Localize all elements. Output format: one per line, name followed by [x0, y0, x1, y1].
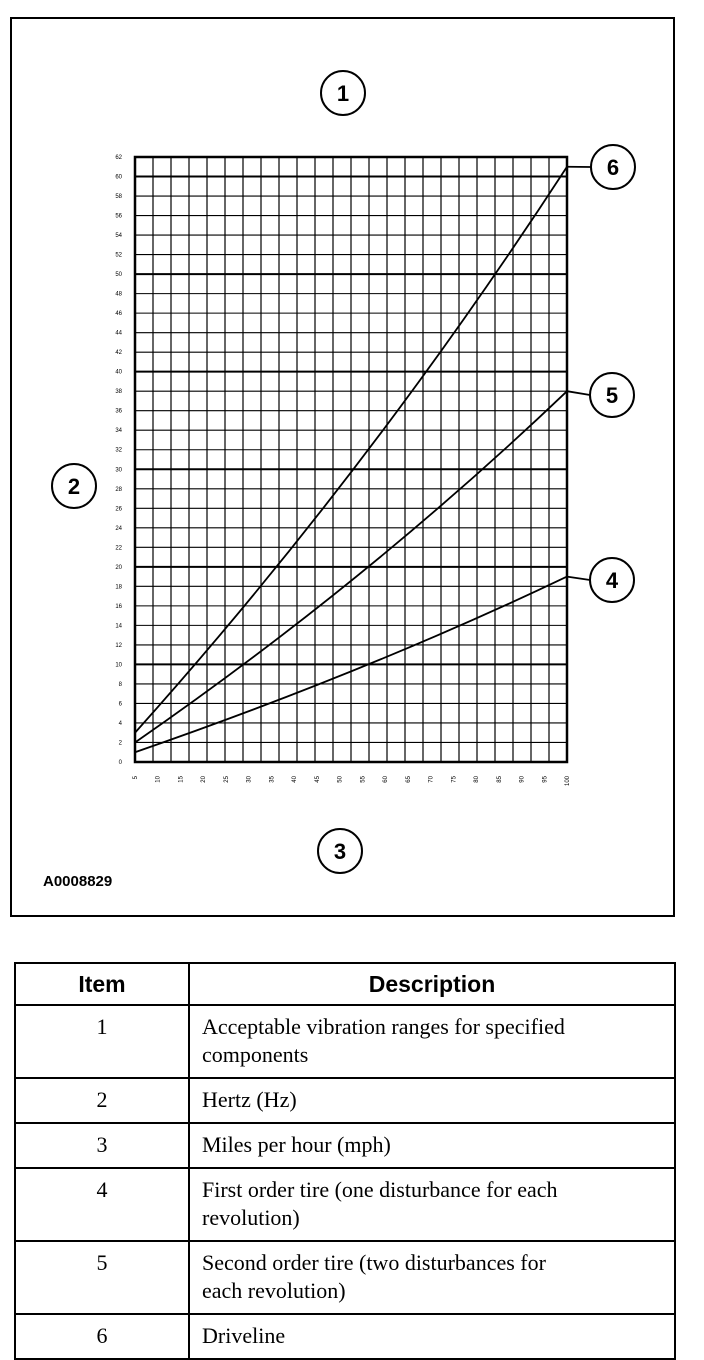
y-tick-label: 4 [118, 720, 122, 727]
item-description: Hertz (Hz) [189, 1078, 675, 1123]
y-tick-label: 62 [115, 155, 122, 161]
leader-line-4 [567, 577, 590, 580]
x-tick-label: 10 [155, 776, 162, 783]
x-tick-label: 20 [201, 776, 208, 783]
x-tick-label: 15 [178, 776, 185, 783]
legend-table [14, 962, 676, 1360]
table-row [15, 1005, 675, 1078]
callout-3 [318, 829, 362, 873]
header-item: Item [15, 963, 189, 1005]
callout-label: 4 [605, 568, 619, 593]
y-tick-label: 60 [115, 174, 122, 181]
y-tick-label: 48 [115, 291, 122, 298]
x-tick-label: 40 [292, 776, 299, 783]
callout-label: 2 [67, 474, 81, 499]
x-tick-label: 80 [474, 776, 481, 783]
item-number: 4 [15, 1168, 189, 1241]
callout-6 [591, 145, 635, 189]
y-tick-label: 30 [115, 467, 122, 474]
callout-2 [52, 464, 96, 508]
y-tick-label: 14 [115, 623, 122, 630]
table-row [15, 1241, 675, 1314]
item-description: Second order tire (two disturbances for each revolution) [189, 1241, 675, 1314]
callout-5 [590, 373, 634, 417]
callout-label: 3 [333, 839, 347, 864]
table-row [15, 1314, 675, 1359]
y-tick-label: 20 [115, 564, 122, 571]
x-tick-label: 50 [337, 776, 344, 783]
callout-label: 1 [336, 81, 350, 106]
y-tick-label: 44 [115, 330, 122, 337]
y-tick-label: 42 [115, 350, 122, 357]
item-number: 6 [15, 1314, 189, 1359]
callout-4 [590, 558, 634, 602]
x-tick-label: 75 [451, 776, 458, 783]
item-description: First order tire (one disturbance for each revolution) [189, 1168, 675, 1241]
x-tick-label: 85 [496, 776, 503, 783]
table-header-row [15, 963, 675, 1005]
x-tick-label: 45 [314, 776, 321, 783]
y-tick-label: 40 [115, 369, 122, 376]
y-tick-label: 12 [115, 642, 122, 649]
item-number: 5 [15, 1241, 189, 1314]
y-tick-label: 8 [118, 681, 122, 688]
x-tick-label: 35 [269, 776, 276, 783]
y-tick-label: 46 [115, 311, 122, 318]
y-tick-label: 22 [115, 545, 122, 552]
x-tick-label: 60 [383, 776, 390, 783]
y-tick-label: 38 [115, 389, 122, 396]
x-tick-label: 5 [133, 776, 139, 780]
x-tick-label: 95 [542, 776, 549, 783]
x-tick-label: 90 [519, 776, 526, 783]
y-tick-label: 52 [115, 252, 122, 259]
y-tick-label: 54 [115, 233, 122, 240]
x-tick-label: 100 [565, 776, 571, 787]
callout-label: 5 [605, 383, 619, 408]
x-tick-label: 30 [246, 776, 253, 783]
y-tick-label: 6 [118, 701, 122, 708]
x-tick-label: 65 [405, 776, 412, 783]
x-tick-label: 25 [223, 776, 230, 783]
table-row [15, 1123, 675, 1168]
callout-1 [321, 71, 365, 115]
item-description: Miles per hour (mph) [189, 1123, 675, 1168]
y-tick-label: 24 [115, 525, 122, 532]
y-tick-label: 26 [115, 506, 122, 513]
table-row [15, 1168, 675, 1241]
item-description: Acceptable vibration ranges for specified components [189, 1005, 675, 1078]
y-tick-label: 58 [115, 194, 122, 201]
x-tick-label: 70 [428, 776, 435, 783]
legend-body [15, 1005, 675, 1359]
y-tick-label: 10 [115, 662, 122, 669]
y-tick-label: 2 [118, 740, 122, 747]
y-tick-label: 16 [115, 603, 122, 610]
table-row [15, 1078, 675, 1123]
item-number: 2 [15, 1078, 189, 1123]
leader-line-5 [567, 391, 590, 395]
callout-label: 6 [606, 155, 620, 180]
y-tick-label: 36 [115, 408, 122, 415]
y-tick-label: 32 [115, 447, 122, 454]
y-tick-label: 18 [115, 584, 122, 591]
y-tick-label: 56 [115, 213, 122, 220]
item-description: Driveline [189, 1314, 675, 1359]
x-tick-label: 55 [360, 776, 367, 783]
y-tick-label: 50 [115, 272, 122, 279]
y-tick-label: 0 [118, 760, 122, 766]
item-number: 3 [15, 1123, 189, 1168]
y-tick-label: 34 [115, 428, 122, 435]
y-tick-label: 28 [115, 486, 122, 493]
item-number: 1 [15, 1005, 189, 1078]
figure-id: A0008829 [43, 873, 113, 890]
header-description: Description [189, 963, 675, 1005]
